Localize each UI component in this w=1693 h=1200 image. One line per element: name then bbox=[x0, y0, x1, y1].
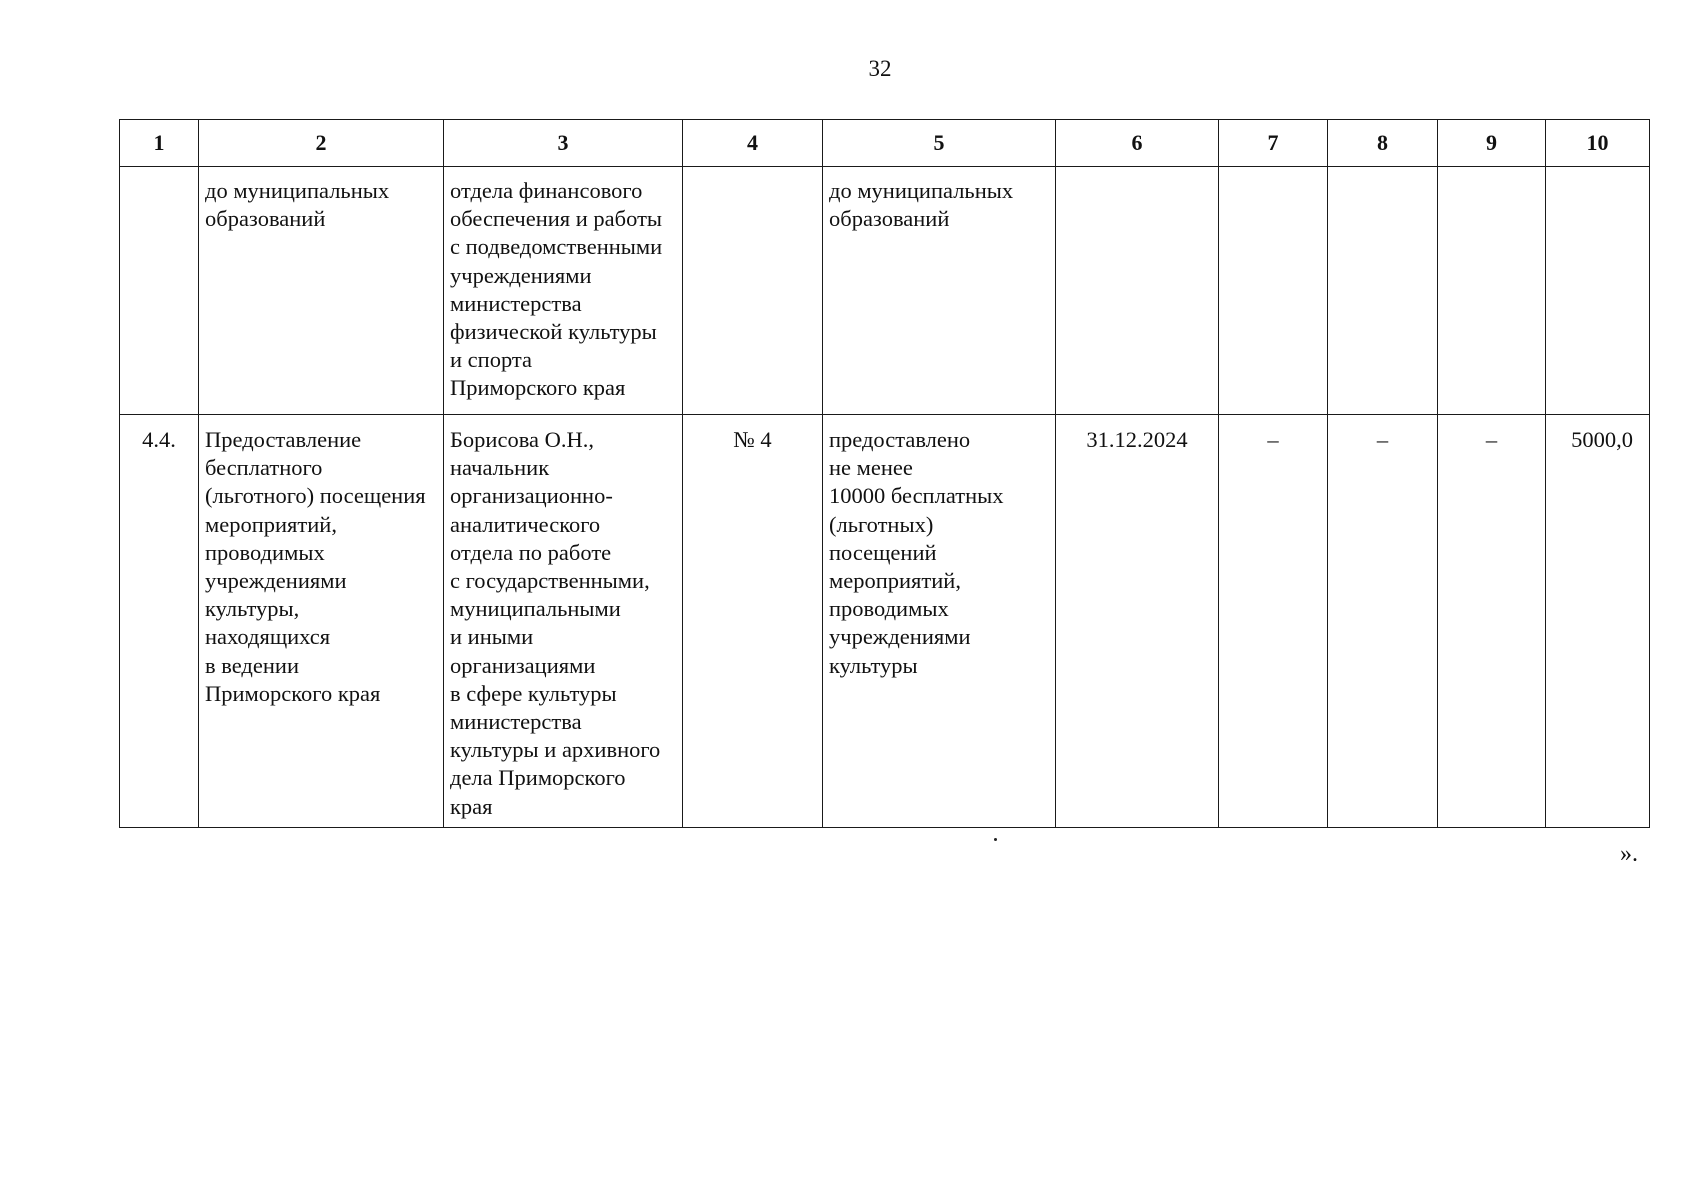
column-header-6: 6 bbox=[1056, 120, 1219, 167]
table-row bbox=[120, 167, 1650, 415]
header-row bbox=[120, 120, 1650, 167]
responsible-cell: Борисова О.Н., начальник организационно- аналитического отдела по работе с государственными, муниципальными и иными организациями в сфере культуры министерства культуры и архивного дела Приморского края bbox=[444, 415, 683, 828]
deadline-cell bbox=[1056, 167, 1219, 415]
closing-quote-mark: ». bbox=[1620, 841, 1638, 867]
table-row bbox=[120, 415, 1650, 828]
event-name-cell: Предоставление бесплатного (льготного) посещения мероприятий, проводимых учреждениями культуры, находящихся в ведении Приморского края bbox=[199, 415, 444, 828]
result-cell: до муниципальных образований bbox=[823, 167, 1056, 415]
value-cell-9: – bbox=[1438, 415, 1546, 828]
column-header-5: 5 bbox=[823, 120, 1056, 167]
responsible-cell: отдела финансового обеспечения и работы с подведомственными учреждениями министерства физической культуры и спорта Приморского края bbox=[444, 167, 683, 415]
column-header-3: 3 bbox=[444, 120, 683, 167]
value-cell-7: – bbox=[1219, 415, 1328, 828]
column-header-8: 8 bbox=[1328, 120, 1438, 167]
row-number-cell bbox=[120, 167, 199, 415]
column-header-7: 7 bbox=[1219, 120, 1328, 167]
value-cell-10: 5000,0 bbox=[1546, 415, 1650, 828]
reference-cell bbox=[683, 167, 823, 415]
scan-speck bbox=[994, 838, 997, 841]
column-header-1: 1 bbox=[120, 120, 199, 167]
column-header-4: 4 bbox=[683, 120, 823, 167]
column-header-2: 2 bbox=[199, 120, 444, 167]
deadline-cell: 31.12.2024 bbox=[1056, 415, 1219, 828]
row-number-cell: 4.4. bbox=[120, 415, 199, 828]
result-cell: предоставлено не менее 10000 бесплатных (льготных) посещений мероприятий, проводимых учреждениями культуры bbox=[823, 415, 1056, 828]
value-cell-7 bbox=[1219, 167, 1328, 415]
value-cell-8: – bbox=[1328, 415, 1438, 828]
column-header-9: 9 bbox=[1438, 120, 1546, 167]
event-name-cell: до муниципальных образований bbox=[199, 167, 444, 415]
page-number: 32 bbox=[868, 56, 892, 81]
column-header-10: 10 bbox=[1546, 120, 1650, 167]
value-cell-9 bbox=[1438, 167, 1546, 415]
value-cell-10 bbox=[1546, 167, 1650, 415]
reference-cell: № 4 bbox=[683, 415, 823, 828]
value-cell-8 bbox=[1328, 167, 1438, 415]
plan-table bbox=[119, 119, 1650, 828]
